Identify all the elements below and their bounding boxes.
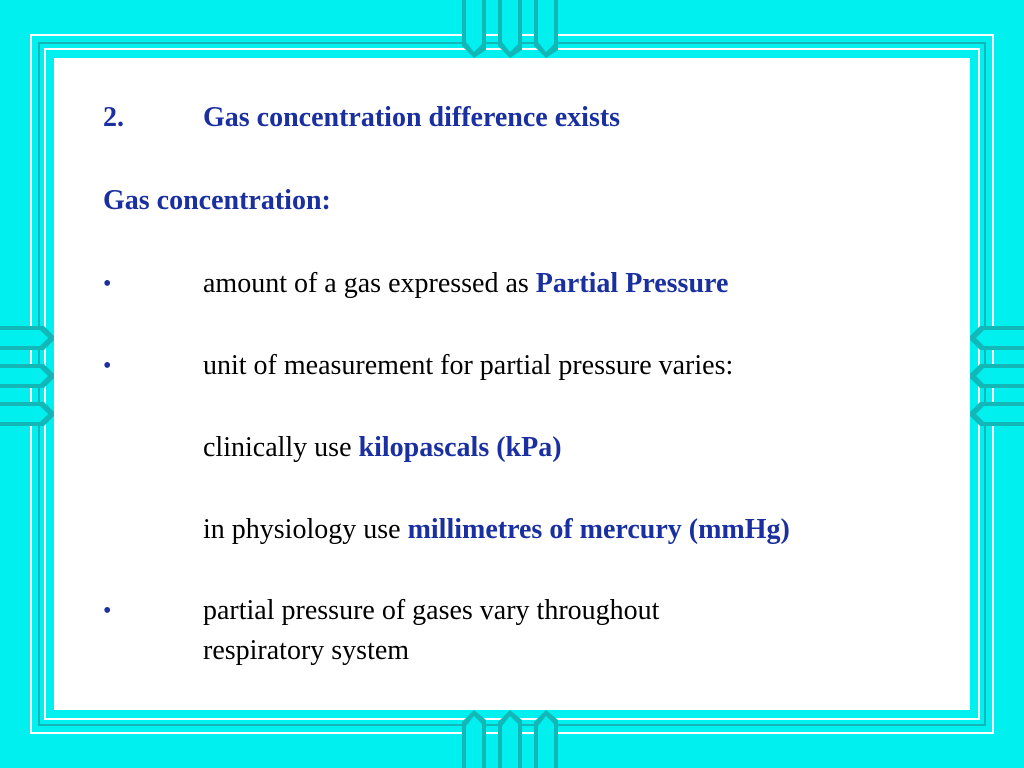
bullet-item-1-text: amount of a gas expressed as [203, 268, 536, 299]
sub-item-1-emphasis: kilopascals (kPa) [358, 432, 562, 463]
bullet-item-1 [203, 268, 728, 300]
bullet-icon: • [103, 271, 112, 297]
bullet-icon: • [103, 598, 112, 624]
bullet-item-2: unit of measurement for partial pressure varies: [203, 350, 734, 381]
sub-item-2-text: in physiology use [203, 514, 408, 545]
bullet-icon: • [103, 353, 112, 379]
heading-title: Gas concentration difference exists [203, 102, 621, 133]
bullet-item-1-emphasis: Partial Pressure [535, 268, 729, 299]
heading-number: 2. [103, 102, 124, 133]
sub-item-1 [203, 432, 562, 464]
bullet-item-3-line-2: respiratory system [203, 635, 410, 666]
sub-item-1-text: clinically use [203, 432, 359, 463]
bullet-item-3-line-1: partial pressure of gases vary throughout [203, 595, 660, 626]
sub-item-2-emphasis: millimetres of mercury (mmHg) [407, 514, 790, 545]
sub-item-2 [203, 514, 790, 546]
subheading: Gas concentration: [103, 185, 331, 216]
